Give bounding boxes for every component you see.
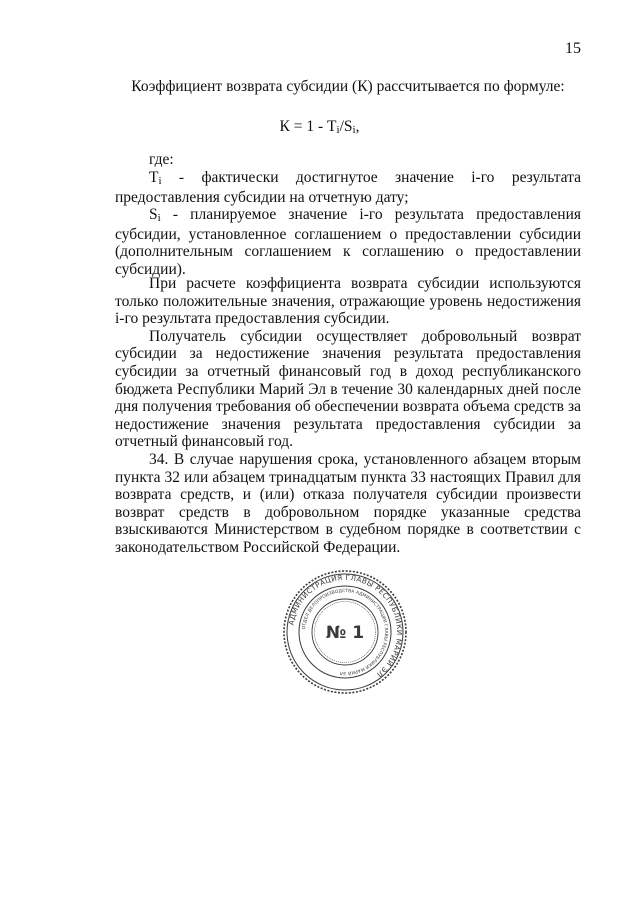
definition-symbol: S bbox=[149, 206, 158, 224]
definition-sub: i bbox=[158, 175, 162, 187]
stamp-inner-text: ОТДЕЛ ДЕЛОПРОИЗВОДСТВА АДМИНИСТРАЦИИ ГЛАВЫ РЕСПУБЛИКИ МАРИЙ ЭЛ bbox=[302, 588, 389, 676]
definition-item bbox=[115, 169, 581, 206]
page-number: 15 bbox=[565, 40, 581, 57]
intro-text: Коэффициент возврата субсидии (К) рассчитывается по формуле: bbox=[131, 78, 565, 95]
definition-sub: i bbox=[157, 212, 161, 225]
paragraph: При расчете коэффициента возврата субсидии используются только положительные значения, отражающие уровень недостижения i-го результата предоставления субсидии. bbox=[115, 275, 581, 328]
stamp-center-number: № 1 bbox=[325, 623, 365, 643]
stamp-outer-text: АДМИНИСТРАЦИЯ ГЛАВЫ РЕСПУБЛИКИ МАРИЙ ЭЛ bbox=[286, 572, 405, 680]
definitions bbox=[115, 169, 581, 279]
where-label: где: bbox=[149, 151, 174, 168]
formula-tail: , bbox=[355, 118, 360, 135]
definition-symbol: T bbox=[149, 169, 159, 186]
definition-text: - фактически достигнутое значение i-го результата предоставления субсидии на отчетную дату; bbox=[115, 169, 581, 206]
intro-line bbox=[115, 78, 581, 96]
formula-mid: /S bbox=[339, 118, 353, 135]
paragraph: Получатель субсидии осуществляет добровольный возврат субсидии за недостижение значения результата предоставления субсидии за отчетный финансовый год в доход республиканского бюджета Республики Марий Эл в течение 30 календарных дней после дня получения требования об обеспечении возврата объема средств за недостижение значения результата предоставления субсидии за отчетный финансовый год. bbox=[115, 327, 581, 451]
formula-lhs: К = 1 - T bbox=[279, 118, 337, 135]
official-stamp bbox=[282, 569, 408, 695]
formula-sub-1: i bbox=[336, 124, 340, 136]
formula bbox=[0, 118, 639, 138]
body-paragraphs bbox=[115, 275, 581, 557]
paragraph: 34. В случае нарушения срока, установленного абзацем вторым пункта 32 или абзацем тринадцатым пункта 33 настоящих Правил для возврата средств, и (или) отказа получателя субсидии произвести возврат средств в добровольном порядке указанные средства взыскиваются Министерством в судебном порядке в соответствии с законодательством Российской Федерации. bbox=[115, 450, 581, 556]
stamp-seal-icon bbox=[282, 569, 408, 695]
formula-sub-2: i bbox=[352, 124, 356, 136]
definition-text: - планируемое значение i-го результата предоставления субсидии, установленное соглашением о предоставлении субсидии (дополнительным соглашением к соглашению о предоставлении субсидии). bbox=[115, 206, 581, 278]
definition-item bbox=[115, 206, 581, 278]
